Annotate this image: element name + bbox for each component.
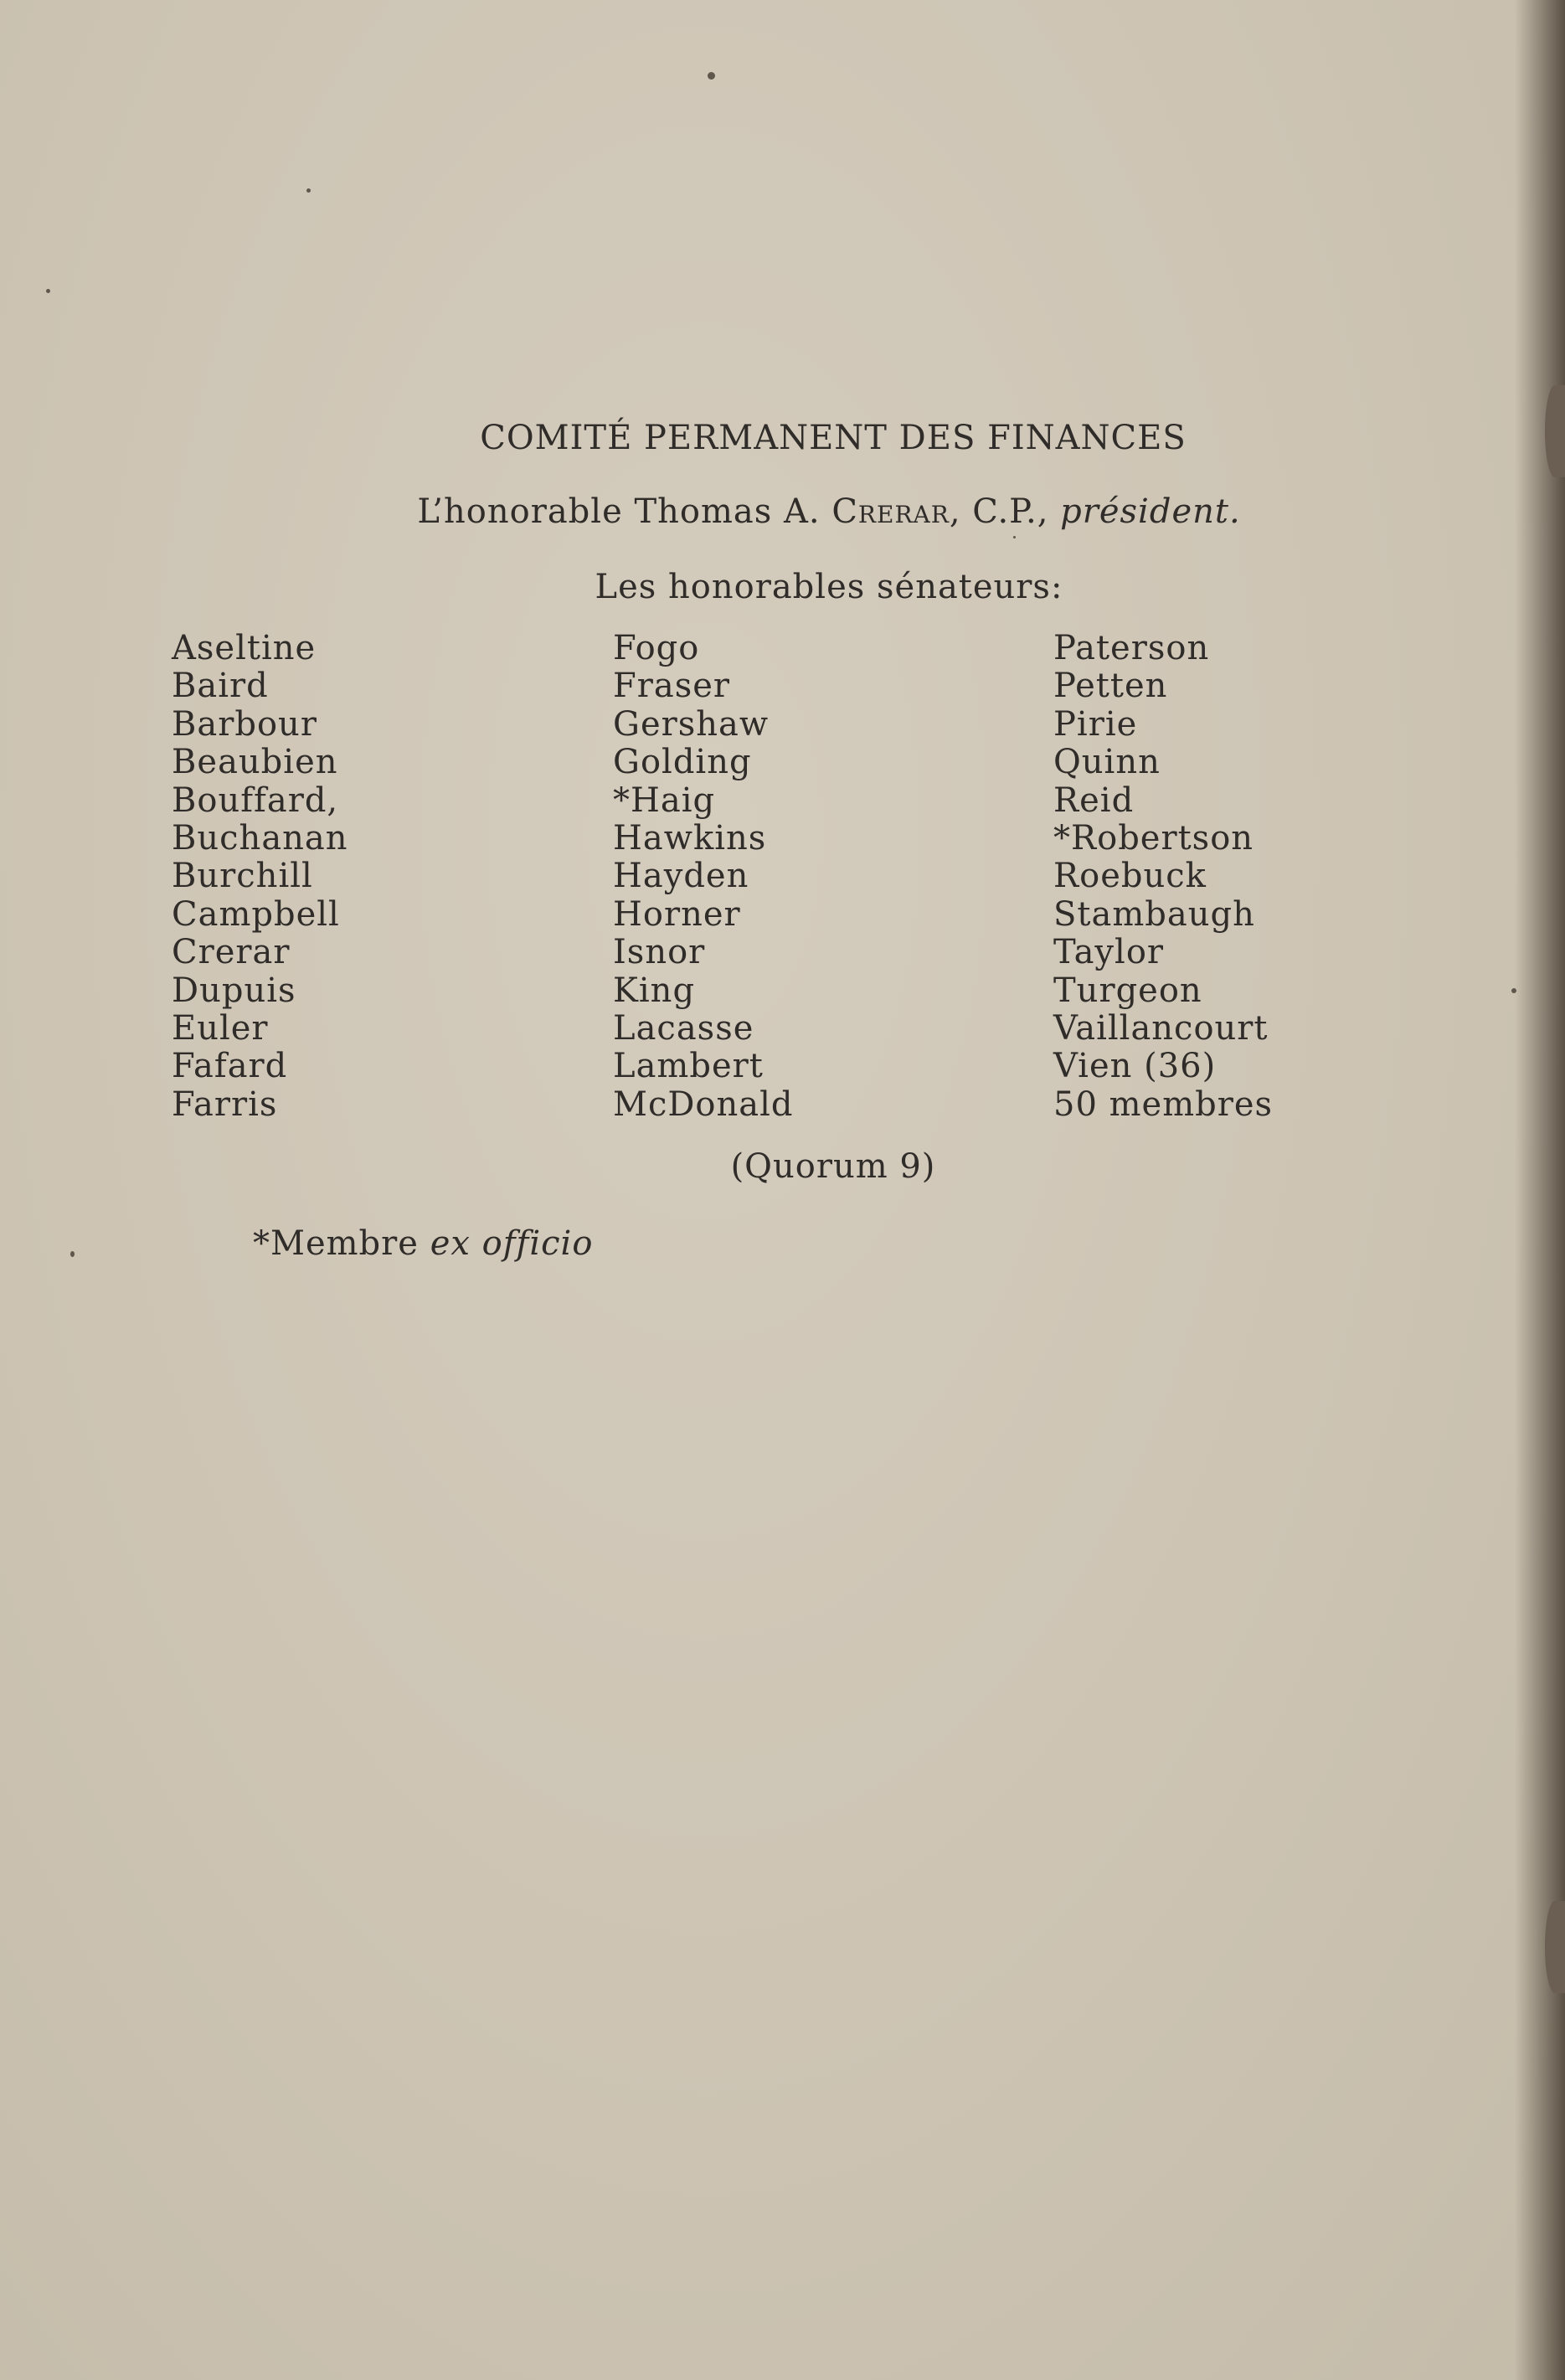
member-column-1 [172, 630, 348, 1124]
member-name: Hayden [613, 857, 749, 896]
member-name: Gershaw [613, 704, 770, 744]
member-name: Fogo [613, 629, 700, 667]
member-name: Isnor [613, 933, 706, 972]
member-count: 50 membres [1053, 1084, 1274, 1124]
member-name: Taylor [1053, 933, 1165, 972]
member-name: Pirie [1053, 704, 1138, 744]
paper-speck [1013, 536, 1016, 538]
member-name: Hawkins [613, 819, 767, 858]
member-name: Campbell [172, 894, 340, 934]
member-name: Fraser [613, 667, 731, 706]
member-name: Dupuis [172, 971, 296, 1010]
member-name: Paterson [1053, 629, 1210, 667]
binding-notch [1545, 1901, 1565, 1993]
member-name: Reid [1053, 780, 1135, 820]
paper-speck [708, 72, 715, 80]
paper-speck [46, 289, 50, 293]
committee-title: COMITÉ PERMANENT DES FINANCES [480, 419, 1187, 457]
member-name: Fafard [172, 1047, 288, 1086]
member-name: King [613, 971, 696, 1010]
member-name: Lacasse [613, 1009, 754, 1048]
member-name: *Haig [613, 780, 716, 820]
member-name: Burchill [172, 857, 313, 896]
member-name: Barbour [172, 704, 317, 744]
member-name: Farris [172, 1084, 278, 1124]
chair-surname: Crerar [831, 492, 950, 531]
member-name: Vien (36) [1053, 1047, 1217, 1086]
quorum-note: (Quorum 9) [730, 1147, 936, 1186]
paper-speck [306, 188, 311, 193]
member-name: Golding [613, 743, 752, 782]
member-name: Euler [172, 1009, 269, 1048]
footnote-italic: ex officio [430, 1224, 594, 1263]
chair-role: président. [1060, 492, 1241, 531]
page-edge-shadow [1515, 0, 1565, 2380]
member-name: McDonald [613, 1084, 794, 1124]
member-name: Baird [172, 667, 269, 706]
chair-prefix: L’honorable Thomas A. [417, 492, 821, 531]
member-name: Quinn [1053, 743, 1161, 782]
member-name: Turgeon [1053, 971, 1202, 1010]
chair-suffix: , C.P., [949, 492, 1061, 531]
paper-speck [1511, 988, 1516, 993]
member-name: Bouffard, [172, 780, 339, 820]
member-column-2 [613, 630, 794, 1124]
member-name: Lambert [613, 1047, 764, 1086]
paper-speck [70, 1251, 75, 1257]
member-name: Petten [1053, 667, 1168, 706]
member-name: *Robertson [1053, 819, 1254, 858]
member-name: Crerar [172, 933, 291, 972]
chairman-line [0, 492, 1565, 531]
member-name: Beaubien [172, 743, 338, 782]
member-column-3 [1053, 630, 1273, 1124]
member-name: Stambaugh [1053, 894, 1255, 934]
member-name: Buchanan [172, 819, 348, 858]
ex-officio-footnote [253, 1224, 593, 1263]
member-name: Horner [613, 894, 741, 934]
member-name: Vaillancourt [1053, 1009, 1269, 1048]
senators-intro: Les honorables sénateurs: [595, 568, 1063, 606]
member-name: Roebuck [1053, 857, 1207, 896]
member-name: Aseltine [172, 629, 317, 667]
footnote-prefix: *Membre [253, 1224, 419, 1263]
